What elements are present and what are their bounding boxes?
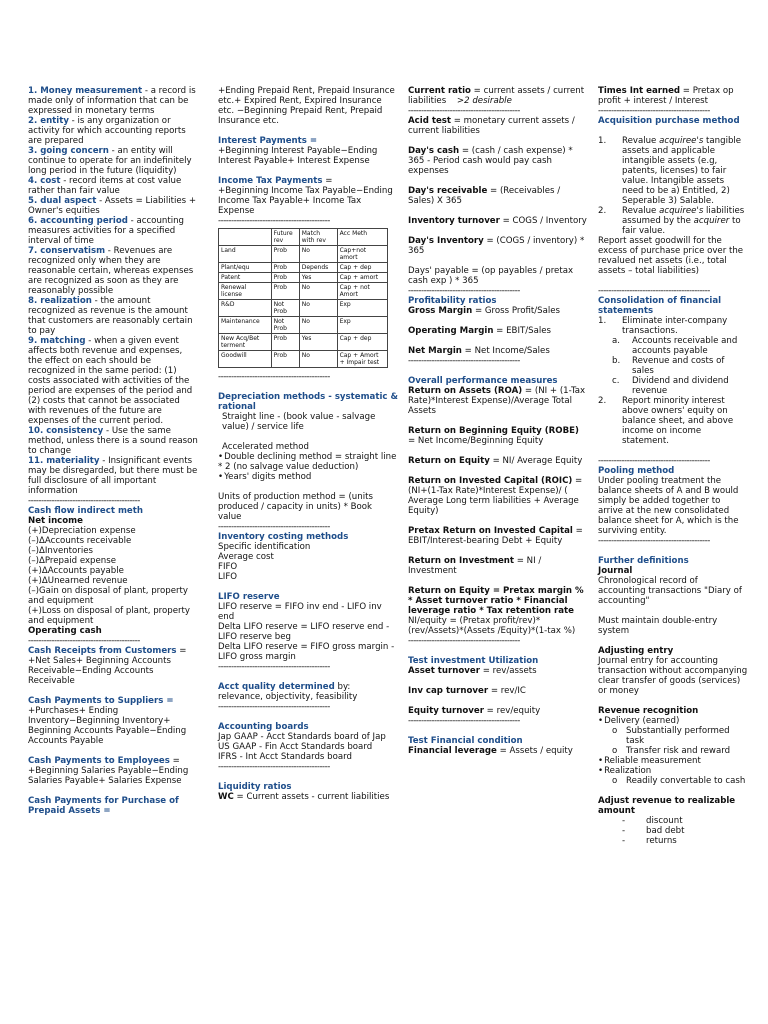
dupont-title: Return on Equity = Pretax margin % * Asset turnover ratio * Financial leverage ratio * Tax retention rate [408, 586, 584, 616]
lifo-delta-formula-2: Delta LIFO reserve = FIFO gross margin - LIFO gross margin [218, 642, 395, 662]
concept-item: 9. matching - when a given event affects both revenue and expenses, the effect on each should be recognized in the same period: (1) costs associated with activities of the period are expenses of the period and (2) costs that cannot be associated with revenues of the future are expenses of the current period. [28, 336, 193, 426]
cashflow-line: (+)Loss on disposal of plant, property and equipment [28, 606, 191, 626]
profitability-title: Profitability ratios [408, 296, 497, 306]
table-cell: Cap + amort [337, 273, 387, 283]
table-cell: Renewal license [219, 283, 272, 300]
days-payable: Days' payable = (op payables / pretax cash exp ) * 365 [408, 266, 574, 286]
concept-item: 10. consistency - Use the same method, unless there is a sound reason to change [28, 426, 198, 456]
cashflow-line: (–)ΔAccounts receivable [28, 536, 132, 546]
table-cell: Cap + dep [337, 263, 387, 273]
table-cell: Not Prob [271, 317, 299, 334]
goodwill-note: Report asset goodwill for the excess of purchase price over the revalued net assets (i.e., total assets – total liabilities) [598, 236, 744, 276]
cash-prepaid-title: Cash Payments for Purchase of Prepaid Assets = [28, 796, 179, 816]
equity-turnover: Equity turnover = rev/equity [408, 706, 541, 716]
concept-item: 7. conservatism - Revenues are recognized only when they are reasonable certain, whereas expenses are recognized as soon as they are reasonably possible [28, 246, 194, 296]
dupont-formula: NI/equity = (Pretax profit/rev)*(rev/Assets)*(Assets /Equity)*(1-tax %) [408, 616, 576, 636]
cashflow-line: (+)ΔAccounts payable [28, 566, 124, 576]
times-interest-earned: Times Int earned = Pretax op profit + interest / Interest [598, 86, 734, 106]
net-income-label: Net income [28, 516, 83, 526]
divider: ------------------------------------------- [598, 456, 710, 466]
table-row [219, 263, 388, 273]
consolidation-title: Consolidation of financial statements [598, 296, 722, 316]
cash-receipts-formula: +Net Sales+ Beginning Accounts Receivable−Ending Accounts Receivable [28, 656, 171, 686]
table-cell: Prob [271, 263, 299, 273]
table-header-cell: Acc Meth [337, 229, 387, 246]
divider: ------------------------------------------- [408, 636, 520, 646]
income-tax-formula: +Beginning Income Tax Payable−Ending Income Tax Payable+ Income Tax Expense [218, 186, 393, 216]
table-row [219, 334, 388, 351]
asset-turnover: Asset turnover = rev/assets [408, 666, 537, 676]
divider: ------------------------------------------- [218, 762, 330, 772]
table-cell: New Acq/Bet terment [219, 334, 272, 351]
inventory-costing-title: Inventory costing methods [218, 532, 349, 542]
divider: ------------------------------------------- [408, 356, 520, 366]
divider: ------------------------------------------- [598, 536, 710, 546]
lifo-reserve-title: LIFO reserve [218, 592, 280, 602]
table-row [219, 317, 388, 334]
net-margin: Net Margin = Net Income/Sales [408, 346, 550, 356]
lifo-reserve-formula: LIFO reserve = FIFO inv end - LIFO inv end [218, 602, 382, 622]
table-cell: Prob [271, 351, 299, 368]
accounting-concepts-list [28, 86, 198, 496]
adjust-revenue-item: - returns [622, 836, 677, 846]
table-cell: Prob [271, 273, 299, 283]
divider: ------------------------------------------- [408, 716, 520, 726]
table-cell: Yes [299, 334, 337, 351]
cashflow-line: (–)ΔInventories [28, 546, 93, 556]
divider: ------------------------------------------- [218, 372, 330, 382]
table-cell: Land [219, 246, 272, 263]
cash-employees-formula: +Beginning Salaries Payable−Ending Salaries Payable+ Salaries Expense [28, 766, 189, 786]
adjusting-entry-label: Adjusting entry [598, 646, 674, 656]
financial-leverage: Financial leverage = Assets / equity [408, 746, 573, 756]
investment-utilization-title: Test investment Utilization [408, 656, 539, 666]
days-receivable: Day's receivable = (Receivables / Sales) X 365 [408, 186, 561, 206]
accounting-board: US GAAP - Fin Acct Standards board [218, 742, 373, 752]
acct-quality-criteria: relevance, objectivity, feasibility [218, 692, 358, 702]
table-cell: Plant/equ [219, 263, 272, 273]
double-declining-method: • Double declining method = straight line * 2 (no salvage value deduction) [218, 452, 398, 472]
table-cell: Exp [337, 317, 387, 334]
days-cash: Day's cash = (cash / cash expense) * 365 - Period cash would pay cash expenses [408, 146, 573, 176]
inventory-method: Average cost [218, 552, 274, 562]
divider: ------------------------------------------- [598, 286, 710, 296]
consolidation-step-1: 1. Eliminate inter-company transactions. [598, 316, 728, 336]
revenue-sub-1: o Substantially performed task [612, 726, 730, 746]
table-row [219, 300, 388, 317]
concept-item: 1. Money measurement - a record is made only of information that can be expressed in monetary terms [28, 86, 196, 116]
table-row [219, 283, 388, 300]
column-4 [598, 86, 748, 846]
cashflow-line: (–)Gain on disposal of plant, property and equipment [28, 586, 189, 606]
acquisition-step-1: 1. Revalue acquiree's tangible assets and applicable intangible assets (e.g, patents, licenses) to fair value. Intangible assets need to be a) Entitled, 2) Seperable 3) Salable. [598, 136, 742, 206]
journal-note: Must maintain double-entry system [598, 616, 718, 636]
table-cell: Yes [299, 273, 337, 283]
divider: ------------------------------------------- [598, 106, 710, 116]
divider: ------------------------------------------- [218, 522, 330, 532]
years-digits-method: • Years' digits method [218, 472, 398, 482]
lifo-delta-formula-1: Delta LIFO reserve = LIFO reserve end - LIFO reserve beg [218, 622, 390, 642]
asset-treatment-table [218, 228, 388, 368]
working-capital-formula: WC = Current assets - current liabilities [218, 792, 390, 802]
inventory-method: LIFO [218, 572, 238, 582]
acquisition-title: Acquisition purchase method [598, 116, 740, 126]
accounting-board: IFRS - Int Acct Standards board [218, 752, 352, 762]
adjusting-entry-definition: Journal entry for accounting transaction without accompanying clear transfer of goods (services) or money [598, 656, 748, 696]
revenue-realization: • Realization [598, 766, 748, 776]
straight-line-method: Straight line - (book value - salvage value) / service life [222, 412, 376, 432]
table-cell: Cap + Amort + Impair test [337, 351, 387, 368]
table-cell: Goodwill [219, 351, 272, 368]
inventory-methods-list [218, 542, 398, 582]
revenue-reliable: • Reliable measurement [598, 756, 748, 766]
journal-definition: Chronological record of accounting transactions "Diary of accounting" [598, 576, 742, 606]
return-on-investment: Return on Investment = NI / Investment [408, 556, 542, 576]
return-on-equity: Return on Equity = NI/ Average Equity [408, 456, 583, 466]
operating-margin: Operating Margin = EBIT/Sales [408, 326, 551, 336]
column-3 [408, 86, 588, 756]
concept-item: 6. accounting period - accounting measures activities for a specified interval of time [28, 216, 184, 246]
inventory-turnover: Inventory turnover = COGS / Inventory [408, 216, 587, 226]
table-cell: Prob [271, 246, 299, 263]
divider: ------------------------------------------- [408, 286, 520, 296]
adjust-revenue-item: - bad debt [622, 826, 685, 836]
overall-performance-title: Overall performance measures [408, 376, 558, 386]
table-cell: No [299, 300, 337, 317]
concept-item: 4. cost - record items at cost value rather than fair value [28, 176, 182, 196]
divider: ------------------------------------------- [218, 216, 330, 226]
divider: ------------------------------------------- [28, 636, 140, 646]
cash-employees-block: Cash Payments to Employees = [28, 756, 180, 766]
consolidation-item-a: a. Accounts receivable and accounts payable [612, 336, 738, 356]
table-cell: No [299, 317, 337, 334]
table-cell: R&D [219, 300, 272, 317]
depreciation-title: Depreciation methods - systematic & rational [218, 392, 398, 412]
cash-suppliers-title: Cash Payments to Suppliers = [28, 696, 174, 706]
table-row [219, 273, 388, 283]
column-1 [28, 86, 198, 816]
table-row [219, 246, 388, 263]
cash-suppliers-formula: +Purchases+ Ending Inventory−Beginning Inventory+ Beginning Accounts Payable−Ending Accounts Payable [28, 706, 187, 746]
operating-cash-label: Operating cash [28, 626, 102, 636]
consolidation-item-c: c. Dividend and dividend revenue [612, 376, 729, 396]
acquisition-step-2: 2. Revalue acquiree's liabilities assumed by the acquirer to fair value. [598, 206, 745, 236]
cashflow-adjustments [28, 526, 198, 626]
consolidation-item-b: b. Revenue and costs of sales [612, 356, 725, 376]
return-on-invested-capital: Return on Invested Capital (ROIC) = (NI+(1-Tax Rate)*Interest Expense)/ ( Average Long term liabilities + Average Equity) [408, 476, 583, 516]
inventory-method: FIFO [218, 562, 238, 572]
adjust-revenue-list [598, 816, 748, 846]
inv-cap-turnover: Inv cap turnover = rev/IC [408, 686, 526, 696]
concept-item: 11. materiality - Insignificant events may be disregarded, but there must be full disclosure of all important information [28, 456, 198, 496]
cashflow-line: (+)ΔUnearned revenue [28, 576, 128, 586]
concept-item: 8. realization - the amount recognized as revenue is the amount that customers are reasonably certain to pay [28, 296, 193, 336]
journal-label: Journal [598, 566, 633, 576]
return-on-beginning-equity: Return on Beginning Equity (ROBE) = Net Income/Beginning Equity [408, 426, 579, 446]
concept-item: 2. entity - is any organization or activity for which accounting reports are prepared [28, 116, 186, 146]
table-cell: Maintenance [219, 317, 272, 334]
table-header-cell: Match with rev [299, 229, 337, 246]
accounting-boards-title: Accounting boards [218, 722, 309, 732]
table-cell: Cap + not Amort [337, 283, 387, 300]
adjust-revenue-item: - discount [622, 816, 683, 826]
table-header-row [219, 229, 388, 246]
revenue-sub-3: o Readily convertable to cash [612, 776, 746, 786]
current-ratio: Current ratio = current assets / current liabilities >2 desirable [408, 86, 585, 106]
revenue-recognition-label: Revenue recognition [598, 706, 699, 716]
inventory-method: Specific identification [218, 542, 311, 552]
consolidation-step-2: 2. Report minority interest above owners' equity on balance sheet, and above income on income statement. [598, 396, 734, 446]
table-cell: Depends [299, 263, 337, 273]
liquidity-ratios-title: Liquidity ratios [218, 782, 292, 792]
pooling-title: Pooling method [598, 466, 675, 476]
divider: ------------------------------------------- [218, 702, 330, 712]
prepaid-formula: +Ending Prepaid Rent, Prepaid Insurance etc.+ Expired Rent, Expired Insurance etc. −Beginning Prepaid Rent, Prepaid Insurance etc. [218, 86, 395, 126]
return-on-assets: Return on Assets (ROA) = (NI + (1-Tax Rate)*Interest Expense)/Average Total Assets [408, 386, 586, 416]
pretax-return-invested-capital: Pretax Return on Invested Capital = EBIT/Interest-bearing Debt + Equity [408, 526, 583, 546]
table-cell: Exp [337, 300, 387, 317]
table-row [219, 351, 388, 368]
divider: ------------------------------------------- [408, 106, 520, 116]
table-cell: Prob [271, 283, 299, 300]
table-header-cell [219, 229, 272, 246]
table-header-cell: Future rev [271, 229, 299, 246]
acct-quality-block: Acct quality determined by: [218, 682, 351, 692]
table-cell: Not Prob [271, 300, 299, 317]
table-cell: Patent [219, 273, 272, 283]
acid-test: Acid test = monetary current assets / current liabilities [408, 116, 575, 136]
divider: ------------------------------------------- [28, 496, 140, 506]
accelerated-method: Accelerated method [222, 442, 309, 452]
accounting-boards-list [218, 732, 398, 762]
cashflow-title: Cash flow indirect meth [28, 506, 143, 516]
income-tax-title-block: Income Tax Payments = [218, 176, 333, 186]
gross-margin: Gross Margin = Gross Profit/Sales [408, 306, 561, 316]
accounting-board: Jap GAAP - Acct Standards board of Jap [218, 732, 386, 742]
table-cell: Cap+not amort [337, 246, 387, 263]
column-2 [218, 86, 398, 802]
concept-item: 5. dual aspect - Assets = Liabilities + Owner's equities [28, 196, 197, 216]
table-cell: No [299, 351, 337, 368]
table-cell: Cap + dep [337, 334, 387, 351]
cashflow-line: (+)Depreciation expense [28, 526, 136, 536]
table-cell: No [299, 246, 337, 263]
revenue-sub-2: o Transfer risk and reward [612, 746, 731, 756]
revenue-delivery: • Delivery (earned) [598, 716, 748, 726]
cash-receipts-block: Cash Receipts from Customers = [28, 646, 187, 656]
divider: ------------------------------------------- [218, 662, 330, 672]
days-inventory: Day's Inventory = (COGS / inventory) * 365 [408, 236, 585, 256]
units-production-method: Units of production method = (units produced / capacity in units) * Book value [218, 492, 373, 522]
cashflow-line: (–)ΔPrepaid expense [28, 556, 117, 566]
table-cell: No [299, 283, 337, 300]
interest-payments-title: Interest Payments = [218, 136, 318, 146]
financial-condition-title: Test Financial condition [408, 736, 523, 746]
pooling-description: Under pooling treatment the balance sheets of A and B would simply be added together to arrive at the new consolidated balance sheet for A, which is the surviving entity. [598, 476, 739, 536]
adjust-revenue-label: Adjust revenue to realizable amount [598, 796, 736, 816]
concept-item: 3. going concern - an entity will continue to operate for an indefinitely long period in the future (liquidity) [28, 146, 192, 176]
interest-payments-formula: +Beginning Interest Payable−Ending Interest Payable+ Interest Expense [218, 146, 378, 166]
table-cell: Prob [271, 334, 299, 351]
further-definitions-title: Further definitions [598, 556, 689, 566]
